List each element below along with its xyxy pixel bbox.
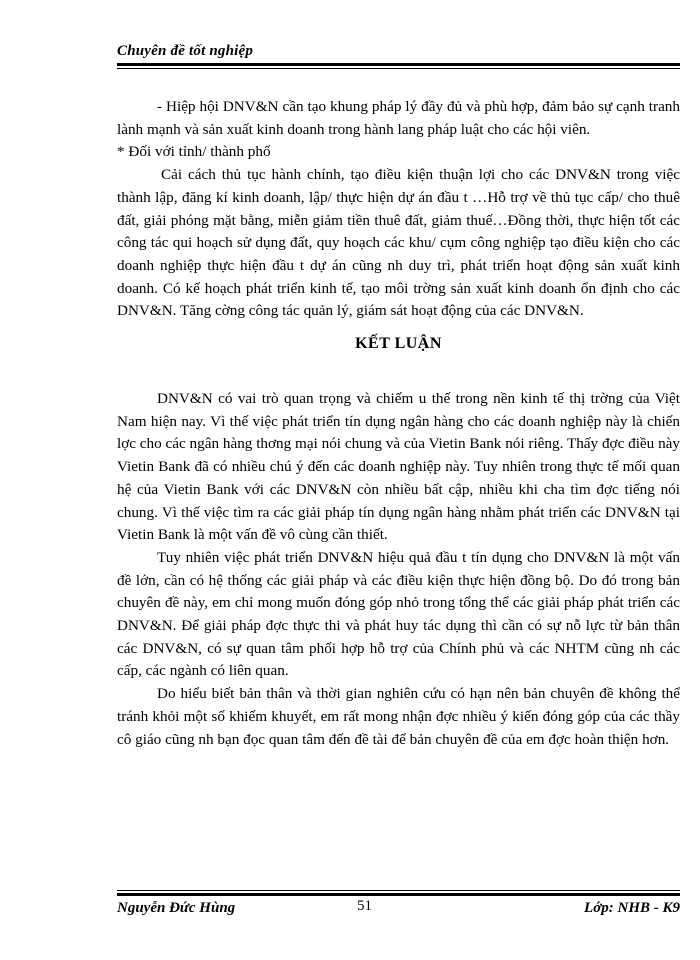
footer-rule-thin	[117, 890, 680, 891]
paragraph-association: - Hiệp hội DNV&N cần tạo khung pháp lý đầy đủ và phù hợp, đảm bảo sự cạnh tranh lành mạnh và sản xuất kinh doanh trong hành lang pháp luật cho các hội viên.	[117, 98, 680, 138]
page-number: 51	[357, 898, 372, 914]
paragraph-conclusion-1: DNV&N có vai trò quan trọng và chiếm u thế trong nền kinh tế thị trờng của Việt Nam hiện nay. Vì thế việc phát triển tín dụng ngân hàng cho các doanh nghiệp này là chiến lợc cho các ngân hàng thơng mại nói chung và của Vietin Bank nói riêng. Thấy đợc điều này Vietin Bank đã có nhiều chú ý đến các doanh nghiệp này. Tuy nhiên trong thực tế mối quan hệ của Vietin Bank với các DNV&N còn nhiều bất cập, nhiều khi cha tìm đợc tiếng nói chung. Vì thế việc tìm ra các giải pháp tín dụng ngân hàng nhằm phát triển các DNV&N tại Vietin Bank là một vấn đề vô cùng cần thiết.	[117, 390, 680, 544]
page-footer	[117, 896, 680, 920]
paragraph-province: Cải cách thủ tục hành chính, tạo điều kiện thuận lợi cho các DNV&N trong việc thành lập, đăng kí kinh doanh, lập/ thực hiện dự án đầu t …Hỗ trợ về thủ tục cấp/ cho thuê đất, giải phóng mặt bằng, miễn giảm tiền thuê đất, giảm thuế…Đồng thời, thực hiện tốt các công tác qui hoạch sử dụng đất, quy hoạch các khu/ cụm công nghiệp tạo điều kiện cho các doanh nghiệp thực hiện đầu t dự án cũng nh duy trì, phát triển hoạt động sản xuất kinh doanh. Có kế hoạch phát triển kinh tế, tạo môi trờng sản xuất kinh doanh ổn định cho các DNV&N. Tăng cờng công tác quản lý, giám sát hoạt động của các DNV&N.	[117, 166, 680, 320]
footer-class-label: Lớp: NHB - K9	[584, 900, 680, 916]
header-title: Chuyên đề tốt nghiệp	[117, 43, 254, 59]
paragraph-province-heading: * Đối với tỉnh/ thành phố	[117, 143, 271, 161]
footer-author: Nguyễn Đức Hùng	[117, 900, 236, 916]
page-body	[117, 96, 680, 751]
paragraph-conclusion-3: Do hiểu biết bản thân và thời gian nghiên cứu có hạn nên bản chuyên đề không thể tránh khỏi một số khiếm khuyết, em rất mong nhận đợc nhiều ý kiến đóng góp của các thầy cô giáo cũng nh bạn đọc quan tâm đến đề tài để bản chuyên đề của em đợc hoàn thiện hơn.	[117, 685, 680, 748]
section-heading-conclusion: KẾT LUẬN	[355, 335, 442, 353]
header-rule-thin	[117, 68, 680, 69]
page-header	[117, 40, 680, 62]
paragraph-conclusion-2: Tuy nhiên việc phát triển DNV&N hiệu quả đầu t tín dụng cho DNV&N là một vấn đề lớn, cần có hệ thống các giải pháp và các điều kiện thực hiện đồng bộ. Do đó trong bản chuyên đề này, em chỉ mong muốn đóng góp nhỏ trong tổng thể các giải pháp phát triển các DNV&N. Để giải pháp đợc thực thi và phát huy tác dụng thì cần có sự nỗ lực từ bản thân các DNV&N, có sự quan tâm phối hợp hỗ trợ của Chính phủ và các NHTM cũng nh các cấp, các ngành có liên quan.	[117, 548, 680, 680]
header-rule-thick	[117, 63, 680, 66]
